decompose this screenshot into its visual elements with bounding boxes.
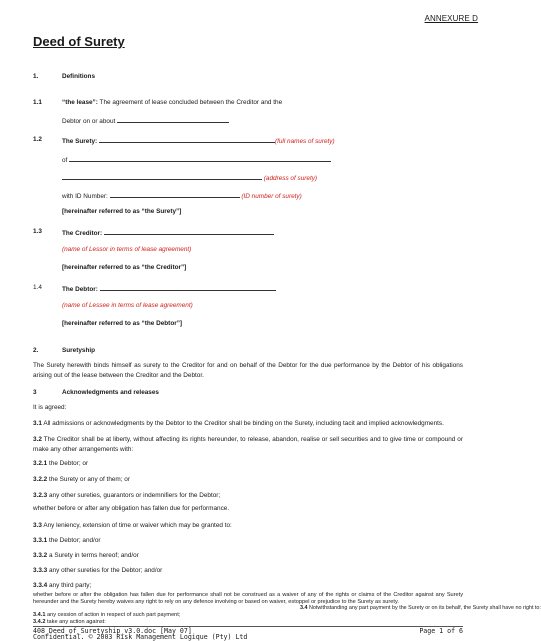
document-title: Deed of Surety — [33, 34, 125, 49]
footer-filename: 408_Deed_of_Suretyship_v3.0.doc [May 07] — [33, 627, 192, 635]
clause-3-4-text: Notwithstanding any part payment by the Surety or on its behalf, the Surety shall have no right to: — [307, 605, 541, 611]
clause-1-3-number: 1.3 — [33, 228, 42, 235]
clause-1-2-lead: The Surety: — [62, 138, 98, 145]
clause-3-2-2 — [33, 476, 130, 484]
clause-3-3-2-number: 3.3.2 — [33, 552, 48, 559]
clause-1-2-hint-name: (full names of surety) — [274, 138, 335, 145]
clause-3-2-1-number: 3.2.1 — [33, 460, 48, 467]
clause-3-3-4 — [33, 582, 91, 590]
clause-3-3-4-number: 3.3.4 — [33, 582, 48, 589]
clause-3-3-number: 3.3 — [33, 522, 42, 529]
clause-3-4-1-number: 3.4.1 — [33, 612, 46, 618]
clause-1-1-number: 1.1 — [33, 99, 42, 106]
clause-3-3-1-text: the Debtor; and/or — [47, 537, 101, 544]
creditor-blank-line — [104, 228, 274, 235]
section-2-number: 2. — [33, 347, 39, 354]
clause-3-2-number: 3.2 — [33, 436, 42, 443]
clause-3-3-4-text: any third party; — [47, 582, 92, 589]
clause-1-1-line2 — [62, 116, 229, 126]
clause-3-3-3-text: any other sureties for the Debtor; and/or — [47, 567, 163, 574]
clause-3-3-1 — [33, 537, 101, 545]
clause-1-3-ref: [hereinafter referred to as “the Creditor”] — [62, 264, 187, 271]
section-1-heading: Definitions — [62, 73, 96, 80]
clause-3-3-3 — [33, 567, 162, 575]
clause-1-1-lead: “the lease”: — [62, 99, 98, 106]
clause-3-3-text: Any leniency, extension of time or waiver which may be granted to: — [41, 522, 232, 529]
section-1-number: 1. — [33, 73, 39, 80]
debtor-blank-line — [100, 284, 276, 291]
clause-1-2-line2 — [62, 155, 331, 165]
clause-3-2-2-text: the Surety or any of them; or — [47, 476, 130, 483]
it-is-agreed: It is agreed: — [33, 404, 67, 411]
footer-copyright: Confidential. © 2003 Risk Management Logique (Pty) Ltd — [33, 633, 248, 641]
clause-1-3-hint: (name of Lessor in terms of lease agreement) — [62, 246, 192, 253]
clause-3-4-1-text: any cession of action in respect of such part payment; — [45, 612, 181, 618]
clause-3-1 — [33, 419, 463, 429]
clause-1-2-id-label: with ID Number: — [62, 193, 108, 200]
clause-3-2-3-number: 3.2.3 — [33, 492, 48, 499]
clause-3-1-text: All admissions or acknowledgments by the Debtor to the Creditor shall be binding on the Surety, including tacit and implied acknowledgments. — [41, 420, 444, 427]
clause-1-2-hint-id: (ID number of surety) — [241, 193, 302, 200]
clause-1-1-body: The agreement of lease concluded between the Creditor and the — [97, 99, 283, 106]
clause-3-3-3-number: 3.3.3 — [33, 567, 48, 574]
clause-3-4-2 — [33, 618, 106, 626]
clause-3-3-2-text: a Surety in terms hereof; and/or — [47, 552, 139, 559]
clause-3-1-number: 3.1 — [33, 420, 42, 427]
clause-3-4-2-number: 3.4.2 — [33, 619, 46, 625]
annexure-label: ANNEXURE D — [424, 14, 478, 23]
clause-3-2-3-text: any other sureties, guarantors or indemnifiers for the Debtor; — [47, 492, 221, 499]
clause-3-2-1 — [33, 460, 88, 468]
clause-3-4-2-text: take any action against: — [45, 619, 106, 625]
section-3-number: 3 — [33, 389, 37, 396]
clause-3-3-1-number: 3.3.1 — [33, 537, 48, 544]
clause-1-2-of: of — [62, 157, 68, 164]
surety-address-blank-line-1 — [69, 155, 331, 162]
surety-name-blank-line — [99, 136, 275, 143]
clause-3-2-1-text: the Debtor; or — [47, 460, 89, 467]
clause-3-2-text: The Creditor shall be at liberty, without affecting its rights hereunder, to release, abandon, realise or sell securities and to give time or compound or make any other arrangements with: — [33, 436, 463, 453]
clause-1-2-ref: [hereinafter referred to as “the Surety”] — [62, 208, 182, 215]
section-2-heading: Suretyship — [62, 347, 96, 354]
clause-1-4-ref: [hereinafter referred to as “the Debtor”] — [62, 320, 183, 327]
clause-1-4-lead: The Debtor: — [62, 286, 98, 293]
clause-1-1-date-label: Debtor on or about — [62, 118, 116, 125]
clause-3-3 — [33, 522, 232, 530]
clause-1-4-line1 — [62, 284, 276, 294]
clause-3-2 — [33, 435, 463, 455]
clause-3-2-tail: whether before or after any obligation has fallen due for performance. — [33, 505, 230, 512]
clause-1-2-line1 — [62, 136, 335, 146]
clause-1-4-hint: (name of Lessee in terms of lease agreement) — [62, 302, 193, 309]
clause-1-1-text — [62, 99, 282, 107]
clause-1-2-line4 — [62, 191, 302, 201]
clause-1-2-number: 1.2 — [33, 136, 42, 143]
clause-3-2-3 — [33, 492, 220, 500]
surety-id-blank-line — [110, 191, 240, 198]
section-2-text: The Surety herewith binds himself as surety to the Creditor for and on behalf of the Debtor for the due performance by the Debtor of his obligations arising out of the lease between the Creditor and the Debtor. — [33, 362, 463, 379]
clause-1-2-hint-address: (address of surety) — [263, 175, 318, 182]
clause-3-3-tail: whether before or after the obligation has fallen due for performance shall not be construed as a waiver of any of the rights or claims of the Creditor against any Surety hereunder and the Surety hereby waives any right to rely on any defence involving or based on waiver, estoppel or prejudice to the Surety as surety. — [33, 592, 463, 606]
clause-1-2-line3 — [62, 173, 317, 183]
clause-3-4-number: 3.4 — [300, 605, 308, 611]
clause-3-3-2 — [33, 552, 139, 560]
clause-3-2-2-number: 3.2.2 — [33, 476, 48, 483]
surety-address-blank-line-2 — [62, 173, 262, 180]
footer-page-number: Page 1 of 6 — [419, 627, 463, 635]
clause-3-4 — [300, 604, 541, 612]
clause-1-4-number: 1.4 — [33, 284, 42, 291]
clause-1-3-lead: The Creditor: — [62, 230, 103, 237]
section-3-heading: Acknowledgments and releases — [62, 389, 159, 396]
clause-1-3-line1 — [62, 228, 274, 238]
date-blank-line — [117, 116, 229, 123]
